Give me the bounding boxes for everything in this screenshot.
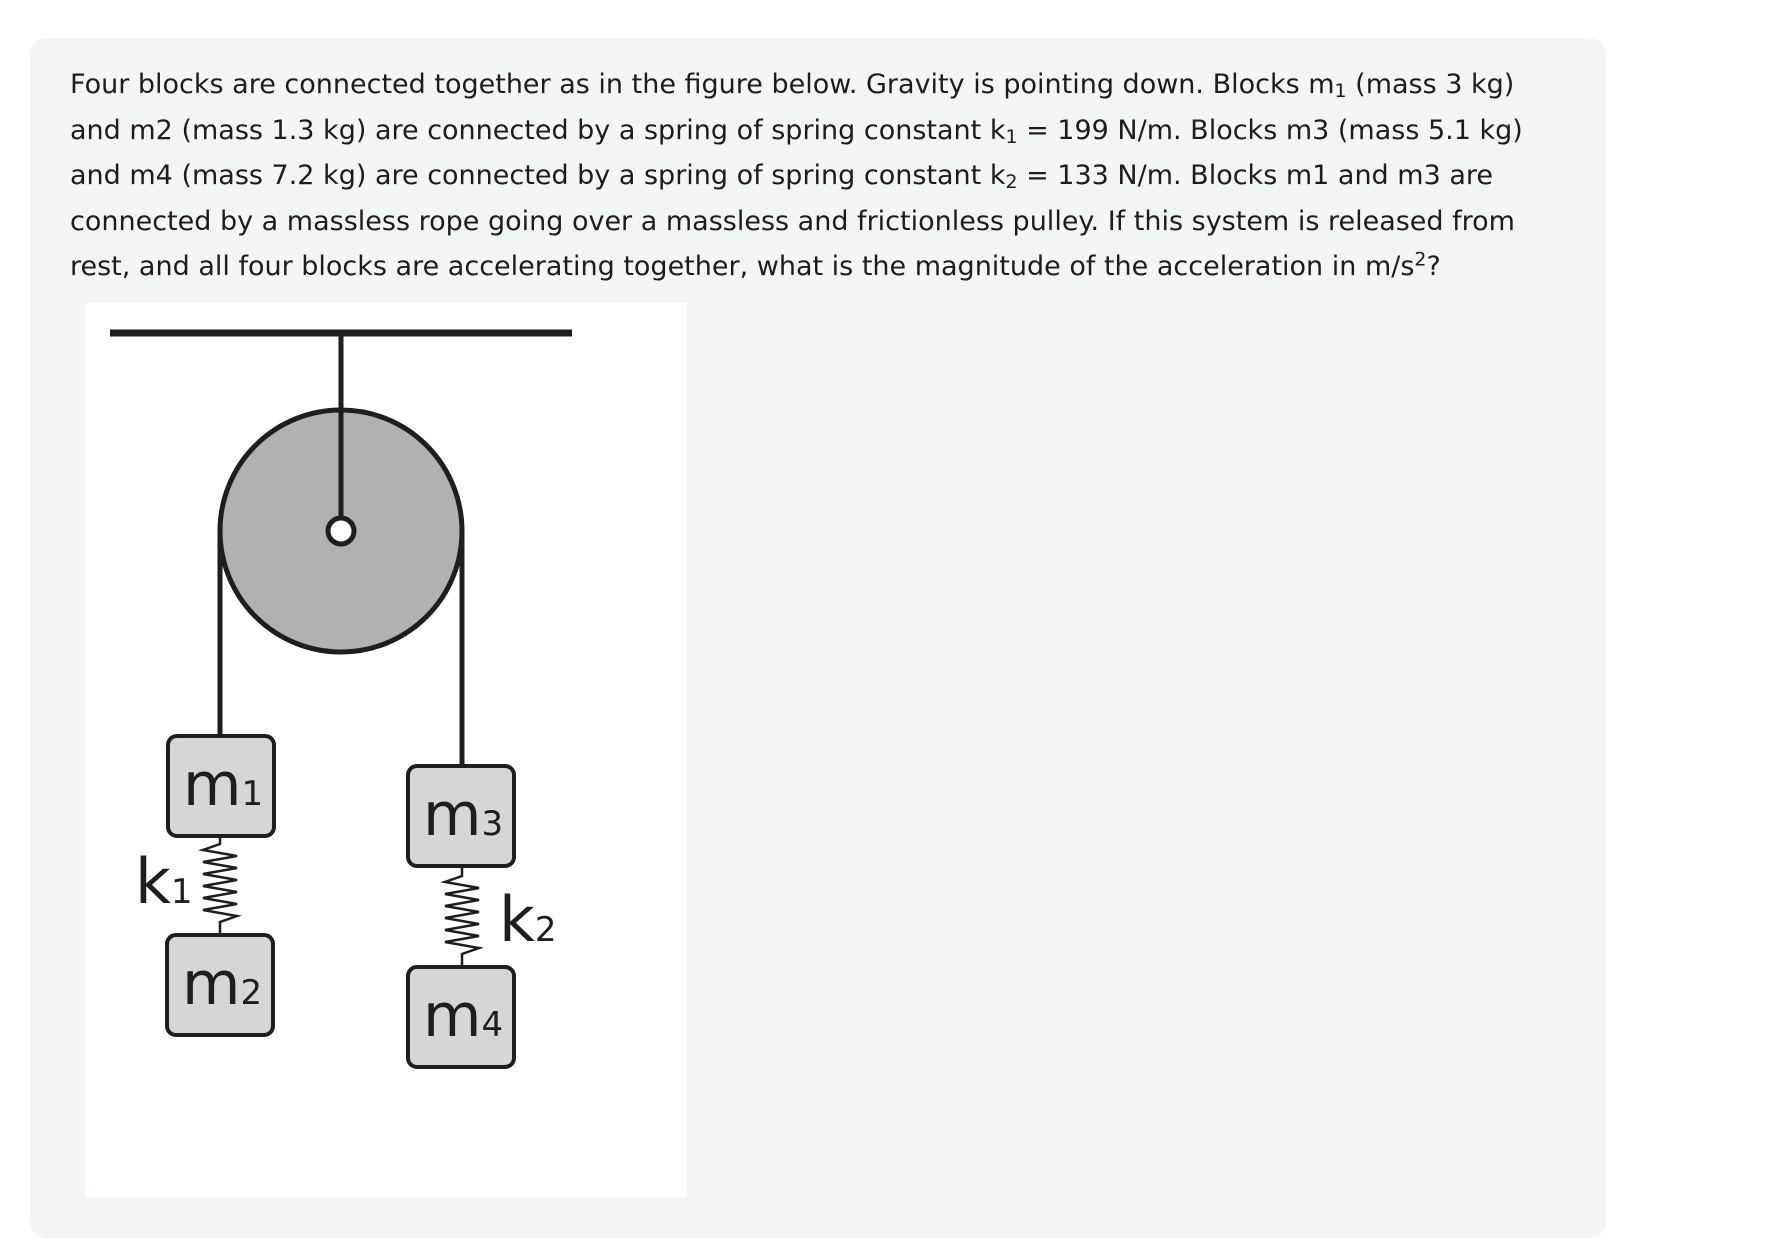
block-m3 xyxy=(408,766,514,866)
label-k1: k1 xyxy=(135,845,193,918)
label-k2: k2 xyxy=(499,883,557,956)
block-m2 xyxy=(167,935,273,1035)
block-m4 xyxy=(408,967,514,1067)
svg-text:m4: m4 xyxy=(423,981,504,1051)
pulley-diagram xyxy=(85,303,687,1197)
spring-k2 xyxy=(445,866,479,967)
question-card xyxy=(30,38,1606,1238)
svg-text:m1: m1 xyxy=(183,750,264,820)
svg-text:m3: m3 xyxy=(423,780,504,850)
spring-k1 xyxy=(203,836,237,935)
block-m1 xyxy=(168,736,274,836)
question-text: Four blocks are connected together as in the figure below. Gravity is pointing down. Blocks $m_1$ (mass 3 kg) and m2 (mass 1.3 kg) are connected by a spring of spring constant $k_1 = 199$ N/m. Blocks m3 (mass 5.1 kg) and m4 (mass 7.2 kg) are connected by a spring of spring constant $k_2 = 133$ N/m. Blocks m1 and m3 are connected by a massless rope going over a massless and frictionless pulley. If this system is released from rest, and all four blocks are accelerating together, what is the magnitude of the acceleration in $m/s^2$? xyxy=(70,69,1523,282)
svg-text:m2: m2 xyxy=(182,949,263,1019)
pulley-diagram-svg xyxy=(85,303,687,1197)
pulley-axle xyxy=(328,518,354,544)
